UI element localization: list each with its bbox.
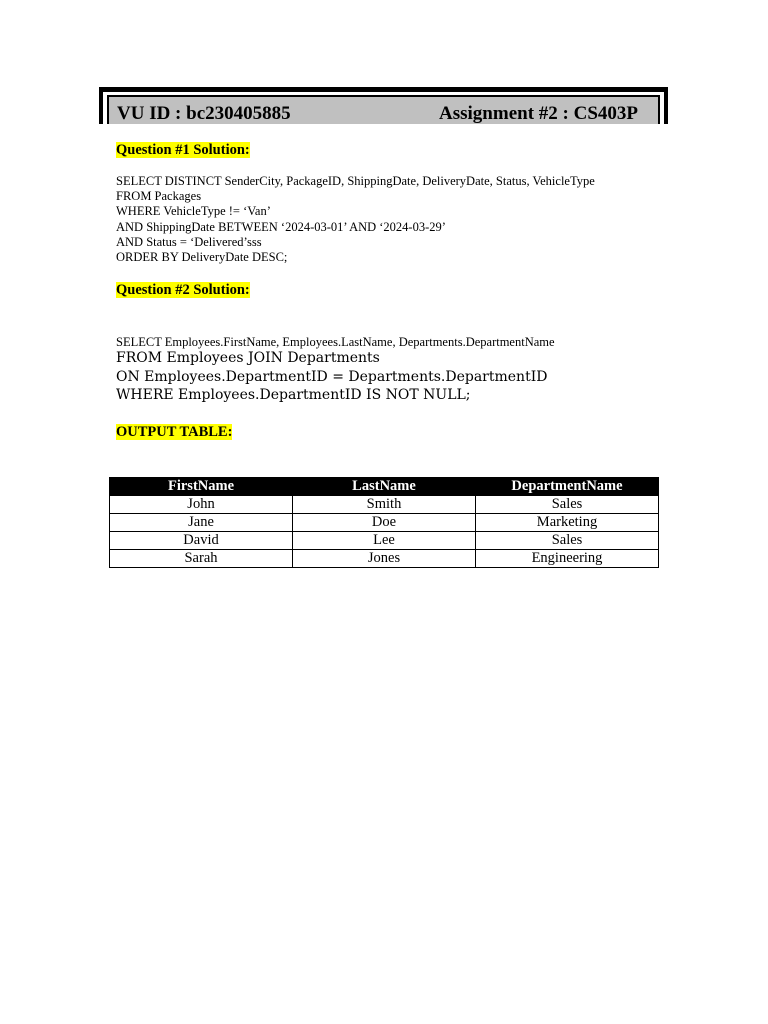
sql-line: FROM Employees JOIN Departments bbox=[116, 350, 380, 366]
column-header: FirstName bbox=[110, 478, 293, 496]
table-cell: Sales bbox=[476, 496, 659, 514]
table-cell: John bbox=[110, 496, 293, 514]
sql-line: SELECT DISTINCT SenderCity, PackageID, ShippingDate, DeliveryDate, Status, VehicleType bbox=[116, 174, 595, 188]
sql-line: WHERE VehicleType != ‘Van’ bbox=[116, 204, 271, 219]
table-cell: Jones bbox=[293, 550, 476, 568]
table-cell: Sarah bbox=[110, 550, 293, 568]
question-2-sql bbox=[116, 349, 547, 405]
column-header: LastName bbox=[293, 478, 476, 496]
table-cell: Lee bbox=[293, 532, 476, 550]
question-1-title: Question #1 Solution: bbox=[116, 142, 250, 158]
sql-line: FROM Packages bbox=[116, 189, 202, 204]
table-header-row bbox=[110, 478, 659, 496]
output-table-title: OUTPUT TABLE: bbox=[116, 424, 233, 440]
sql-line: AND Status = ‘Delivered’sss bbox=[116, 234, 262, 249]
table-row bbox=[110, 514, 659, 532]
sql-line: AND ShippingDate BETWEEN ‘2024-03-01’ AND ‘2024-03-29’ bbox=[116, 219, 446, 234]
question-2-sql-select: SELECT Employees.FirstName, Employees.LastName, Departments.DepartmentName bbox=[116, 335, 555, 349]
sql-line: ON Employees.DepartmentID = Departments.DepartmentID bbox=[116, 368, 548, 385]
table-cell: Engineering bbox=[476, 550, 659, 568]
table-cell: Jane bbox=[110, 514, 293, 532]
table-row bbox=[110, 532, 659, 550]
sql-line: WHERE Employees.DepartmentID IS NOT NULL; bbox=[116, 387, 471, 403]
table-cell: Marketing bbox=[476, 514, 659, 532]
header-box bbox=[99, 87, 668, 124]
table-cell: David bbox=[110, 532, 293, 550]
sql-line: ORDER BY DeliveryDate DESC; bbox=[116, 250, 288, 265]
table-row bbox=[110, 550, 659, 568]
table-cell: Sales bbox=[476, 532, 659, 550]
table-cell: Smith bbox=[293, 496, 476, 514]
column-header: DepartmentName bbox=[476, 478, 659, 496]
vu-id-label: VU ID : bc230405885 bbox=[117, 103, 291, 124]
header-shaded-bar bbox=[107, 95, 660, 124]
output-table bbox=[109, 477, 659, 568]
table-row bbox=[110, 496, 659, 514]
table-cell: Doe bbox=[293, 514, 476, 532]
question-2-title: Question #2 Solution: bbox=[116, 282, 250, 298]
assignment-label: Assignment #2 : CS403P bbox=[439, 103, 638, 124]
question-1-sql bbox=[116, 174, 595, 265]
